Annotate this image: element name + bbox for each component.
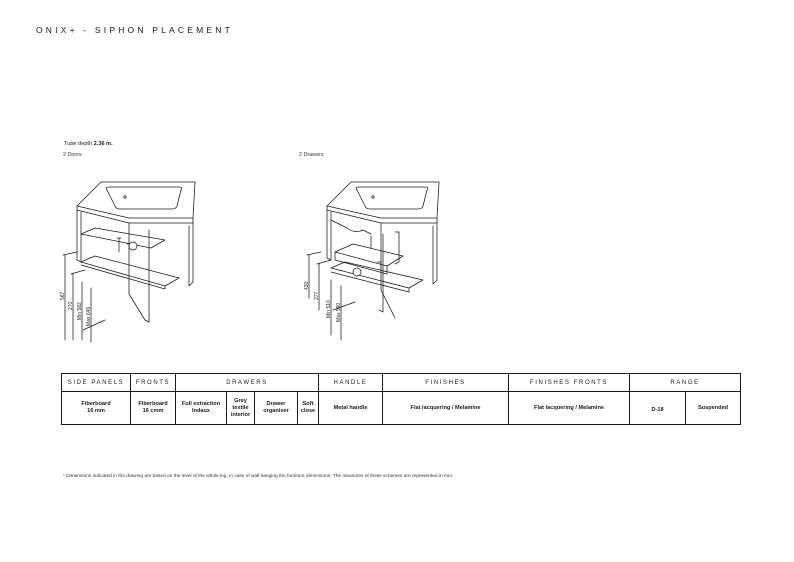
tube-depth-note xyxy=(64,141,113,147)
two-drawers-cabinet-drawing xyxy=(295,170,455,355)
header-fronts: FRONTS xyxy=(131,374,176,392)
footnote: * Dimensions indicated in the drawing are based on the level of the whole leg, in case of wall hanging the furniture dimensions. The measures of these schemes are represented in mm. xyxy=(63,474,454,479)
right-dim-total: 430 xyxy=(304,281,310,290)
cell-finishes-fronts: Flat lacquering / Melamine xyxy=(509,392,630,425)
cell-side-panels: Fiberboard 16 mm xyxy=(62,392,131,425)
cell-handle: Metal handle xyxy=(319,392,383,425)
cell-range-code: D-18 xyxy=(630,392,686,425)
header-side-panels: SIDE PANELS xyxy=(62,374,131,392)
right-dim-max: Max 590 xyxy=(336,302,342,322)
cell-finishes: Flat lacquering / Melamine xyxy=(383,392,509,425)
cell-drawer-full-extraction: Full extraction Indaux xyxy=(176,392,227,425)
header-drawers: DRAWERS xyxy=(176,374,319,392)
header-finishes: FINISHES xyxy=(383,374,509,392)
header-handle: HANDLE xyxy=(319,374,383,392)
header-finishes-fronts: FINISHES FRONTS xyxy=(509,374,630,392)
right-dim-siphon: 277 xyxy=(314,291,320,300)
spec-header-row xyxy=(62,374,741,392)
header-range: RANGE xyxy=(630,374,741,392)
left-dim-siphon: 270 xyxy=(68,301,74,310)
cell-drawer-organiser: Drawer organiser xyxy=(255,392,298,425)
spec-value-row xyxy=(62,392,741,425)
cell-drawer-soft-close: Soft close xyxy=(298,392,319,425)
page-title: ONIX+ - SIPHON PLACEMENT xyxy=(36,25,234,35)
spec-table xyxy=(61,373,741,425)
two-doors-cabinet-drawing xyxy=(55,170,215,355)
cell-drawer-grey-textile: Grey textile interior xyxy=(227,392,255,425)
cell-fronts: Fiberboard 16 cmm xyxy=(131,392,176,425)
right-dim-min: Min 510 xyxy=(326,300,332,318)
left-dim-min: Min 582 xyxy=(77,302,83,320)
right-drawing-caption: 2 Drawers xyxy=(299,152,324,158)
left-dim-total: 567 xyxy=(60,291,66,300)
left-drawing-caption: 2 Doors xyxy=(63,152,82,158)
left-dim-max: Max 649 xyxy=(86,306,92,326)
tube-depth-label: Tube depth xyxy=(64,141,93,147)
tube-depth-value: 2.36 in. xyxy=(93,141,113,147)
cell-range-type: Suspended xyxy=(686,392,741,425)
